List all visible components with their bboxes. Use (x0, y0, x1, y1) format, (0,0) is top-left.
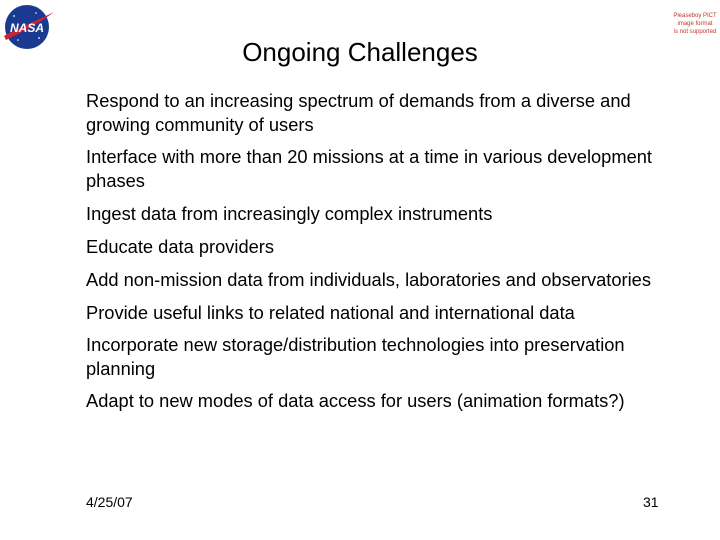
slide-date: 4/25/07 (86, 494, 133, 510)
bullet-list (86, 89, 666, 413)
page-number: 31 (643, 494, 659, 510)
nasa-logo-text: NASA (9, 21, 45, 35)
notice-line: image format (677, 21, 713, 27)
notice-line: is not supported (673, 29, 717, 35)
bullet-item: Ingest data from increasingly complex instruments (86, 203, 493, 224)
bullet-item: Respond to an increasing spectrum of demands from a diverse and growing community of users (86, 90, 631, 135)
bullet-item: Interface with more than 20 missions at a time in various development phases (86, 146, 652, 191)
notice-line: Pleaseboy PICT (673, 13, 717, 19)
bullet-item: Educate data providers (86, 236, 275, 257)
unsupported-image-notice (672, 12, 718, 36)
bullet-item: Add non-mission data from individuals, laboratories and observatories (86, 269, 651, 290)
bullet-item: Provide useful links to related national and international data (86, 302, 575, 323)
slide-title: Ongoing Challenges (242, 37, 478, 67)
bullet-item: Incorporate new storage/distribution technologies into preservation planning (86, 334, 625, 379)
bullet-item: Adapt to new modes of data access for users (animation formats?) (86, 390, 625, 411)
